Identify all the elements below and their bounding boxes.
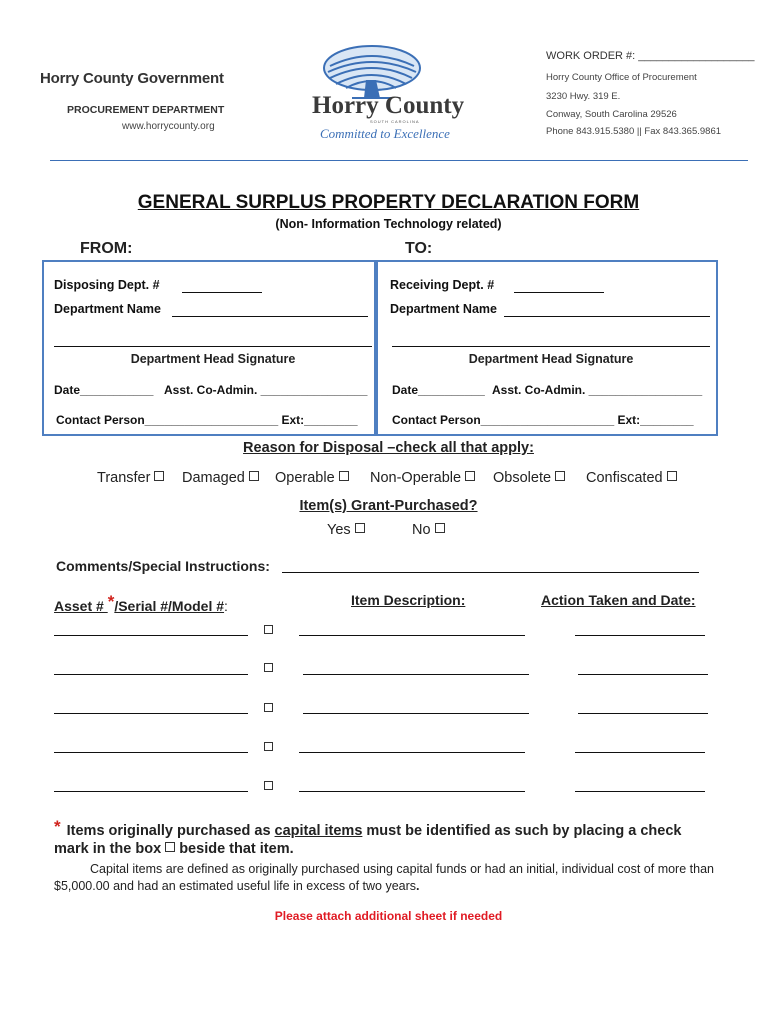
capital-item-checkbox-1[interactable] [264,625,273,634]
no-checkbox[interactable] [435,523,445,533]
asset-field-3[interactable] [54,713,248,714]
yes-checkbox[interactable] [355,523,365,533]
to-label: TO: [405,240,433,257]
capital-item-checkbox-5[interactable] [264,781,273,790]
comments-field[interactable] [282,572,699,573]
to-signature-caption: Department Head Signature [468,352,634,366]
from-signature-field[interactable] [54,346,372,347]
comments-label: Comments/Special Instructions: [56,558,270,574]
disposing-dept-field[interactable] [182,292,262,293]
logo-name: Horry County [312,92,465,119]
operable-checkbox[interactable] [339,471,349,481]
reason-damaged[interactable]: Damaged [182,470,259,486]
description-field-5[interactable] [299,791,525,792]
to-box [374,260,718,436]
example-checkbox-icon [165,842,175,852]
damaged-checkbox[interactable] [249,471,259,481]
to-signature-field[interactable] [392,346,710,347]
office-phone-fax: Phone 843.915.5380 || Fax 843.365.9861 [546,126,722,137]
to-dept-name-field[interactable] [504,316,710,317]
attach-sheet-note: Please attach additional sheet if needed [274,909,503,923]
confiscated-checkbox[interactable] [667,471,677,481]
asset-column-header: Asset # */Serial #/Model #: [54,592,228,614]
capital-item-checkbox-2[interactable] [264,663,273,672]
to-date-field[interactable]: Date__________ [392,383,485,397]
from-signature-caption: Department Head Signature [130,352,296,366]
asset-field-2[interactable] [54,674,248,675]
grant-yes[interactable]: Yes [327,522,365,538]
description-field-2[interactable] [303,674,529,675]
obsolete-checkbox[interactable] [555,471,565,481]
action-field-1[interactable] [575,635,705,636]
item-description-header: Item Description: [351,592,466,608]
action-taken-header: Action Taken and Date: [541,592,696,608]
capital-items-note-cont: mark in the box beside that item. [54,841,294,857]
form-title: GENERAL SURPLUS PROPERTY DECLARATION FORM [137,192,640,213]
org-name: Horry County Government [40,70,224,87]
transfer-checkbox[interactable] [154,471,164,481]
grant-no[interactable]: No [412,522,445,538]
description-field-4[interactable] [299,752,525,753]
form-subtitle: (Non- Information Technology related) [275,217,502,231]
from-contact-field[interactable]: Contact Person____________________ Ext:________ [56,413,358,427]
reason-operable[interactable]: Operable [275,470,349,486]
from-dept-name-label: Department Name [54,302,161,316]
action-field-3[interactable] [578,713,708,714]
department-name: PROCUREMENT DEPARTMENT [67,104,225,116]
from-dept-name-field[interactable] [172,316,368,317]
reason-transfer[interactable]: Transfer [97,470,164,486]
office-name: Horry County Office of Procurement [546,72,697,83]
reason-confiscated[interactable]: Confiscated [586,470,677,486]
office-address: 3230 Hwy. 319 E. [546,91,621,102]
header-divider [50,160,748,161]
website: www.horrycounty.org [122,121,215,132]
action-field-5[interactable] [575,791,705,792]
asset-field-1[interactable] [54,635,248,636]
receiving-dept-label: Receiving Dept. # [390,278,495,292]
office-city: Conway, South Carolina 29526 [546,109,677,120]
action-field-2[interactable] [578,674,708,675]
capital-items-note: * Items originally purchased as capital items must be identified as such by placing a check [54,817,682,839]
action-field-4[interactable] [575,752,705,753]
horry-county-logo [300,40,470,150]
work-order: WORK ORDER #: ___________________ [546,50,755,62]
capital-item-checkbox-3[interactable] [264,703,273,712]
non-operable-checkbox[interactable] [465,471,475,481]
from-label: FROM: [80,240,133,257]
from-co-admin-field[interactable]: Asst. Co-Admin. ________________ [164,383,368,397]
description-field-3[interactable] [303,713,529,714]
to-dept-name-label: Department Name [390,302,497,316]
description-field-1[interactable] [299,635,525,636]
capital-item-checkbox-4[interactable] [264,742,273,751]
capital-items-definition: Capital items are defined as originally purchased using capital funds or had an initial, individual cost of more than $5,000.00 and had an estimated useful life in excess of two years. [54,862,714,893]
disposing-dept-label: Disposing Dept. # [54,278,160,292]
reason-heading: Reason for Disposal –check all that apply: [243,440,534,456]
logo-tagline: Committed to Excellence [320,126,450,141]
asset-field-4[interactable] [54,752,248,753]
reason-non-operable[interactable]: Non-Operable [370,470,475,486]
to-co-admin-field[interactable]: Asst. Co-Admin. _________________ [492,383,703,397]
to-contact-field[interactable]: Contact Person____________________ Ext:________ [392,413,694,427]
grant-heading: Item(s) Grant-Purchased? [299,498,478,514]
receiving-dept-field[interactable] [514,292,604,293]
reason-obsolete[interactable]: Obsolete [493,470,565,486]
logo-state: SOUTH CAROLINA [370,119,420,124]
from-date-field[interactable]: Date___________ [54,383,154,397]
from-box [42,260,378,436]
asset-field-5[interactable] [54,791,248,792]
